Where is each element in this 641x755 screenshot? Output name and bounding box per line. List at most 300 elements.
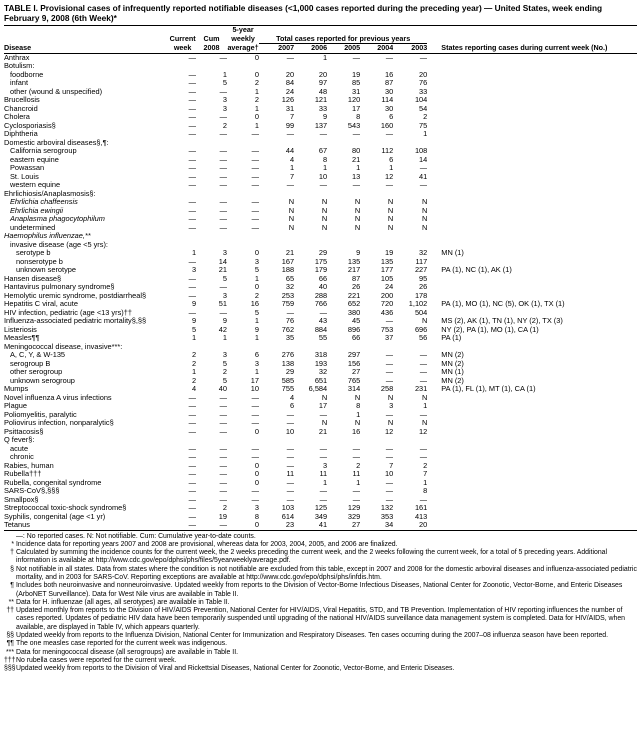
year-2007-cell: —: [286, 308, 295, 317]
year-2006-cell: 766: [314, 300, 328, 308]
five-year-avg-cell: [227, 139, 259, 148]
footnote: [4, 640, 637, 648]
disease-label: eastern equine: [10, 155, 59, 164]
year-2005-cell: 16: [351, 427, 361, 436]
year-2004-cell: 105: [380, 274, 394, 283]
table-row: [4, 105, 637, 114]
year-2007-cell: 44: [285, 147, 295, 155]
year-2007-cell: 20: [285, 70, 295, 79]
year-2006-cell: 11: [319, 470, 328, 478]
cum-2008-cell: [196, 139, 227, 148]
table-row: [4, 258, 637, 267]
year-2007-cell: 84: [285, 79, 295, 87]
footnote-symbol: ¶¶: [6, 640, 14, 648]
current-week-cell: —: [188, 478, 197, 487]
states-cell: [427, 207, 637, 216]
year-2007-cell: —: [286, 410, 295, 419]
year-2007-cell: 1: [290, 164, 295, 172]
disease-label: Cholera: [4, 113, 30, 121]
table-row: [4, 470, 637, 479]
year-2003-cell: [393, 139, 427, 148]
current-week-cell: —: [188, 427, 197, 436]
year-2003-cell: N: [421, 215, 428, 223]
year-2007-cell: N: [288, 215, 295, 223]
five-year-avg-cell: —: [251, 487, 260, 495]
year-2007-cell: 4: [290, 155, 295, 164]
year-2005-cell: 19: [351, 70, 361, 79]
year-2003-cell: —: [419, 368, 428, 376]
year-2003-cell: 14: [419, 155, 428, 164]
year-2003-cell: 41: [419, 172, 428, 181]
year-2005-cell: 8: [356, 402, 361, 410]
table-row: [4, 53, 637, 62]
year-2007-cell: 99: [285, 121, 295, 130]
year-2007-cell: 614: [281, 512, 295, 521]
year-2005-cell: 26: [351, 283, 361, 291]
current-week-cell: —: [188, 181, 197, 189]
header-current-line2: week: [173, 43, 192, 52]
current-week-cell: —: [188, 410, 197, 419]
five-year-avg-cell: 1: [254, 87, 260, 96]
table-row: [4, 113, 637, 122]
year-2003-cell: 32: [419, 249, 428, 257]
five-year-avg-cell: 1: [254, 334, 260, 342]
cum-2008-cell: —: [219, 164, 228, 172]
five-year-avg-cell: 5: [254, 308, 260, 317]
year-2005-cell: 543: [347, 121, 361, 130]
year-2003-cell: [393, 232, 427, 241]
year-2004-cell: 135: [380, 257, 394, 266]
year-2004-cell: 753: [380, 325, 394, 334]
disease-label: serotype b: [16, 249, 51, 257]
year-2007-cell: 29: [285, 368, 295, 376]
states-cell: [427, 504, 637, 513]
current-week-cell: —: [188, 172, 197, 181]
year-2005-cell: 21: [351, 155, 361, 164]
year-2004-cell: 12: [384, 427, 394, 436]
disease-label: Cyclosporiasis§: [4, 121, 56, 130]
year-2005-cell: —: [352, 130, 361, 138]
year-2005-cell: N: [354, 223, 361, 232]
cum-2008-cell: 5: [222, 376, 228, 385]
current-week-cell: —: [188, 521, 197, 529]
year-2007-cell: —: [286, 419, 295, 427]
year-2007-cell: 167: [281, 257, 295, 266]
five-year-avg-cell: —: [251, 444, 260, 453]
year-2004-cell: 200: [380, 291, 394, 300]
year-2005-cell: —: [352, 487, 361, 495]
disease-label: Hantavirus pulmonary syndrome§: [4, 283, 115, 291]
table-row: [4, 71, 637, 80]
disease-label: Tetanus: [4, 521, 30, 529]
five-year-avg-cell: 3: [254, 257, 260, 266]
year-2005-cell: 66: [351, 334, 361, 342]
year-2003-cell: N: [421, 198, 428, 206]
year-2004-cell: —: [385, 351, 394, 359]
year-2005-cell: 221: [347, 291, 361, 300]
states-cell: [427, 496, 637, 505]
states-cell: [427, 71, 637, 80]
year-2006-cell: 288: [314, 291, 328, 300]
states-cell: [427, 53, 637, 62]
states-cell: [427, 309, 637, 318]
states-cell: [427, 105, 637, 114]
year-2006-cell: —: [319, 410, 328, 419]
year-2003-cell: N: [421, 419, 428, 427]
year-2005-cell: 9: [356, 249, 361, 257]
year-2007-cell: 759: [281, 300, 295, 308]
year-2004-cell: 37: [384, 334, 394, 342]
five-year-avg-cell: —: [251, 453, 260, 461]
year-2004-cell: 6: [389, 155, 394, 164]
disease-label: Hemolytic uremic syndrome, postdiarrheal§: [4, 291, 147, 300]
year-2004-cell: —: [385, 410, 394, 419]
year-2006-cell: [294, 241, 327, 250]
year-2003-cell: —: [419, 53, 428, 62]
table-row: [4, 521, 637, 530]
year-2007-cell: 4: [290, 393, 295, 402]
table-row: [4, 62, 637, 71]
year-2007-cell: 103: [281, 504, 295, 512]
cum-2008-cell: 2: [222, 368, 228, 376]
year-2004-cell: 34: [384, 521, 394, 529]
table-header: [4, 26, 637, 54]
year-2005-cell: 80: [351, 147, 361, 155]
states-cell: [427, 258, 637, 267]
states-cell: MN (2): [441, 359, 464, 368]
current-week-cell: —: [188, 470, 197, 478]
five-year-avg-cell: [227, 343, 259, 352]
year-2003-cell: 161: [414, 504, 428, 512]
year-2005-cell: —: [352, 444, 361, 453]
current-week-cell: —: [188, 444, 197, 453]
states-cell: [427, 419, 637, 428]
year-2004-cell: 353: [380, 512, 394, 521]
footnote-symbol: **: [8, 598, 14, 606]
year-2006-cell: [294, 343, 327, 352]
year-2003-cell: 1: [423, 130, 428, 138]
year-2004-cell: —: [385, 181, 394, 189]
year-2003-cell: 33: [419, 87, 428, 96]
year-2006-cell: N: [321, 223, 328, 232]
states-cell: [427, 164, 637, 173]
year-2006-cell: [294, 190, 327, 199]
five-year-avg-cell: 9: [254, 325, 260, 334]
table-row: [4, 462, 637, 471]
header-cum-line1: Cum: [203, 34, 220, 43]
cum-2008-cell: [196, 232, 227, 241]
footnote-symbol: ¶: [10, 582, 14, 590]
five-year-avg-cell: —: [251, 155, 260, 164]
disease-label: infant: [10, 79, 29, 87]
year-2004-cell: [360, 232, 393, 241]
disease-label: Psittacosis§: [4, 427, 44, 436]
year-2004-cell: [360, 241, 393, 250]
year-2003-cell: 7: [423, 470, 428, 478]
table-row: [4, 360, 637, 369]
year-2007-cell: [259, 190, 294, 199]
cum-2008-cell: —: [219, 410, 228, 419]
year-2005-cell: N: [354, 419, 361, 427]
year-2005-cell: 17: [351, 104, 361, 113]
cum-2008-cell: —: [219, 283, 228, 291]
five-year-avg-cell: [227, 232, 259, 241]
states-cell: [427, 147, 637, 156]
header-5yr-line1: 5-year: [232, 25, 254, 34]
year-2004-cell: 16: [384, 70, 394, 79]
year-2007-cell: [259, 139, 294, 148]
year-2005-cell: —: [352, 53, 361, 62]
states-cell: PA (1), FL (1), MT (1), CA (1): [441, 385, 536, 393]
year-2005-cell: [327, 436, 360, 445]
year-2004-cell: —: [385, 444, 394, 453]
current-week-cell: [169, 232, 196, 241]
table-row: [4, 122, 637, 131]
year-2004-cell: 160: [380, 121, 394, 130]
states-cell: [427, 139, 637, 148]
current-week-cell: —: [188, 291, 197, 300]
footnote: [4, 665, 637, 673]
year-2004-cell: N: [387, 419, 394, 427]
cum-2008-cell: 5: [222, 359, 228, 368]
footnote: [4, 632, 637, 640]
year-2003-cell: 231: [414, 385, 428, 393]
footnote-symbol: ††: [6, 607, 14, 615]
year-2007-cell: 253: [281, 291, 295, 300]
disease-label: Q fever§:: [4, 436, 35, 444]
year-2005-cell: —: [352, 181, 361, 189]
disease-label: Hepatitis C viral, acute: [4, 300, 78, 308]
year-2005-cell: 120: [347, 96, 361, 104]
table-row: [4, 300, 637, 309]
table-row: [4, 479, 637, 488]
year-2005-cell: [327, 139, 360, 148]
year-2007-cell: —: [286, 495, 295, 504]
disease-label: St. Louis: [10, 172, 39, 181]
five-year-avg-cell: 1: [254, 368, 260, 376]
year-2003-cell: 117: [415, 257, 428, 266]
cum-2008-cell: —: [219, 470, 228, 478]
disease-label: other serogroup: [10, 368, 63, 376]
disease-label: Streptococcal toxic-shock syndrome§: [4, 504, 127, 512]
cum-2008-cell: [196, 241, 227, 250]
year-2007-cell: 65: [285, 274, 295, 283]
table-row: [4, 283, 637, 292]
year-2005-cell: N: [354, 198, 361, 206]
five-year-avg-cell: 1: [254, 274, 260, 283]
cum-2008-cell: 21: [218, 266, 228, 274]
cum-2008-cell: —: [219, 147, 228, 155]
table-row: [4, 224, 637, 233]
year-2003-cell: 696: [414, 325, 428, 334]
cum-2008-cell: —: [219, 495, 228, 504]
current-week-cell: —: [188, 79, 197, 87]
cum-2008-cell: 14: [218, 257, 228, 266]
year-2007-cell: —: [286, 461, 295, 470]
table-row: [4, 96, 637, 105]
cum-2008-cell: —: [219, 461, 228, 470]
year-2004-cell: 1: [389, 164, 394, 172]
disease-label: Poliomyelitis, paralytic: [4, 410, 77, 419]
disease-label: Hansen disease§: [4, 274, 62, 283]
current-week-cell: —: [188, 164, 197, 172]
table-row: [4, 402, 637, 411]
current-week-cell: 9: [191, 300, 197, 308]
cum-2008-cell: 3: [222, 104, 228, 113]
year-2004-cell: [360, 62, 393, 71]
year-2005-cell: 2: [356, 461, 361, 470]
current-week-cell: —: [188, 70, 197, 79]
year-2005-cell: [327, 232, 360, 241]
year-2003-cell: 504: [414, 308, 428, 317]
year-2005-cell: 8: [356, 113, 361, 121]
cum-2008-cell: —: [219, 427, 228, 436]
year-2007-cell: —: [286, 53, 295, 62]
year-2004-cell: —: [385, 495, 394, 504]
year-2005-cell: N: [354, 393, 361, 402]
footnote: [4, 599, 637, 607]
year-2007-cell: 138: [281, 359, 295, 368]
year-2006-cell: —: [319, 130, 328, 138]
cum-2008-cell: 1: [222, 334, 228, 342]
year-2005-cell: 896: [347, 325, 361, 334]
year-2007-cell: 32: [285, 283, 295, 291]
five-year-avg-cell: 6: [254, 351, 260, 359]
five-year-avg-cell: —: [251, 164, 260, 172]
table-row: [4, 419, 637, 428]
year-2003-cell: 2: [423, 113, 428, 121]
year-2005-cell: 652: [347, 300, 361, 308]
current-week-cell: —: [188, 393, 197, 402]
states-cell: [427, 79, 637, 88]
year-2003-cell: 178: [414, 291, 428, 300]
year-2004-cell: 87: [384, 79, 394, 87]
header-year-2007: 2007: [278, 43, 295, 52]
year-2003-cell: 56: [419, 334, 428, 342]
disease-label: Influenza-associated pediatric mortality§,§§: [4, 317, 147, 325]
states-cell: [427, 275, 637, 284]
table-row: [4, 351, 637, 360]
current-week-cell: 2: [191, 376, 197, 385]
year-2003-cell: 1,102: [408, 300, 428, 308]
year-2005-cell: 27: [351, 368, 361, 376]
cum-2008-cell: —: [219, 215, 228, 223]
footnote: [4, 566, 637, 583]
disease-label: serogroup B: [10, 359, 51, 368]
states-cell: [427, 462, 637, 471]
cum-2008-cell: 5: [222, 274, 228, 283]
year-2006-cell: —: [319, 453, 328, 461]
table-row: [4, 411, 637, 420]
table-row: [4, 207, 637, 216]
footnote-symbol: §§: [6, 632, 14, 640]
table-row: [4, 487, 637, 496]
cum-2008-cell: 3: [222, 96, 228, 104]
year-2004-cell: 258: [380, 385, 394, 393]
year-2004-cell: —: [385, 317, 394, 325]
states-cell: [427, 130, 637, 139]
current-week-cell: —: [188, 113, 197, 121]
cum-2008-cell: —: [219, 444, 228, 453]
disease-label: Syphilis, congenital (age <1 yr): [4, 512, 106, 521]
current-week-cell: 5: [191, 325, 197, 334]
five-year-avg-cell: 1: [254, 317, 260, 325]
cum-2008-cell: —: [219, 130, 228, 138]
cum-2008-cell: —: [219, 487, 228, 495]
disease-label: Anthrax: [4, 53, 30, 62]
year-2005-cell: 765: [347, 376, 361, 385]
year-2007-cell: 755: [281, 385, 295, 393]
disease-label: Rubella, congenital syndrome: [4, 478, 102, 487]
year-2003-cell: 75: [419, 121, 428, 130]
year-2007-cell: 31: [285, 104, 295, 113]
current-week-cell: 2: [191, 351, 197, 359]
year-2003-cell: 8: [423, 487, 428, 495]
current-week-cell: —: [188, 121, 197, 130]
year-2004-cell: —: [385, 368, 394, 376]
year-2007-cell: 585: [281, 376, 295, 385]
five-year-avg-cell: —: [251, 198, 260, 206]
year-2006-cell: —: [319, 308, 328, 317]
five-year-avg-cell: 0: [254, 478, 260, 487]
states-cell: [427, 521, 637, 530]
five-year-avg-cell: 0: [254, 53, 260, 62]
five-year-avg-cell: [227, 190, 259, 199]
disease-label: Powassan: [10, 164, 45, 172]
cum-2008-cell: 1: [222, 70, 228, 79]
year-2003-cell: 76: [419, 79, 428, 87]
cum-2008-cell: [196, 343, 227, 352]
states-cell: [427, 198, 637, 207]
disease-label: western equine: [10, 181, 61, 189]
table-row: [4, 164, 637, 173]
current-week-cell: —: [188, 130, 197, 138]
footnote: [4, 533, 637, 541]
cum-2008-cell: —: [219, 172, 228, 181]
disease-label: A, C, Y, & W-135: [10, 351, 66, 359]
cum-2008-cell: —: [219, 478, 228, 487]
year-2003-cell: 54: [419, 104, 428, 113]
year-2006-cell: N: [321, 419, 328, 427]
year-2006-cell: 32: [318, 368, 328, 376]
five-year-avg-cell: 0: [254, 470, 260, 478]
states-cell: [427, 428, 637, 437]
table-row: [4, 504, 637, 513]
year-2004-cell: 720: [380, 300, 394, 308]
disease-label: Diphtheria: [4, 130, 38, 138]
year-2007-cell: N: [288, 198, 295, 206]
cum-2008-cell: 51: [218, 300, 228, 308]
table-row: [4, 266, 637, 275]
disease-label: foodborne: [10, 70, 44, 79]
current-week-cell: —: [188, 198, 197, 206]
year-2006-cell: N: [321, 393, 328, 402]
footnote-symbol: †††: [4, 656, 16, 664]
disease-label: California serogroup: [10, 147, 77, 155]
footnote-text: Incidence data for reporting years 2007 and 2008 are provisional, whereas data for 2003, 2004, 2005, and 2006 are finalized.: [16, 540, 398, 548]
year-2003-cell: [393, 62, 427, 71]
year-2007-cell: —: [286, 487, 295, 495]
footnote: [4, 549, 637, 566]
year-2006-cell: 9: [323, 113, 328, 121]
diseases-table: [4, 25, 637, 531]
year-2005-cell: N: [354, 215, 361, 223]
year-2006-cell: 33: [318, 104, 328, 113]
five-year-avg-cell: —: [251, 206, 260, 215]
year-2006-cell: —: [319, 487, 328, 495]
footnote-text: Updated weekly from reports to the Division of Viral and Rickettsial Diseases, National Center for Zoonotic, Vector-Borne, and Enteric Diseases.: [16, 665, 455, 673]
states-cell: [427, 453, 637, 462]
